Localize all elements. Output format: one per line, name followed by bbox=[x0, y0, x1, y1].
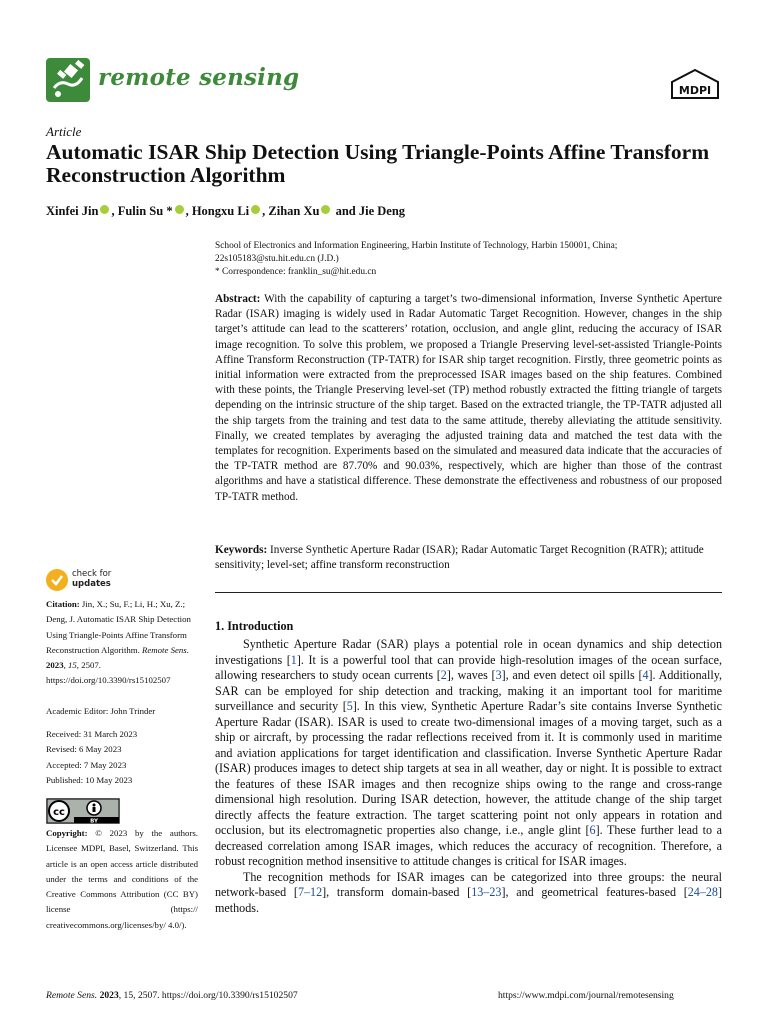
orcid-icon[interactable] bbox=[321, 205, 330, 214]
author-list: Xinfei Jin , Fulin Su * , Hongxu Li , Zihan Xu and Jie Deng bbox=[46, 204, 406, 218]
reference-link[interactable]: 1 bbox=[290, 652, 297, 667]
keywords bbox=[215, 543, 722, 573]
paragraph: Synthetic Aperture Radar (SAR) plays a potential role in ocean dynamics and ship detection investigations [1]. It is a powerful tool that can provide high-resolution images of the ocean surface, allowing researchers to study ocean currents [2], waves [3], and even detect oil spills [4]. Additionally, SAR can be employed for ship detection and tracking, making it an important tool for maritime surveillance and security [5]. In this view, Synthetic Aperture Radar’s site contains Inverse Synthetic Aperture Radar (ISAR). ISAR is used to create two-dimensional images of a moving target, such as a ship or aircraft, by processing the radar reflections received from it. It is commonly used in maritime and aviation applications for target identification and classification. Inverse Synthetic Aperture Radar (ISAR) produces images to detect ship targets at sea in all weather, day or night. It is possible to extract the features of these ISAR images and then recognize ships owing to the range and cross-range dimensional high resolution. During ISAR detection, however, the attitude change of the ship target directly affects the feature extraction. The target scattering point not only appears in rotation and occlusion, but its electromagnetic properties also change, i.e., angle glint [6]. These further lead to a decreased correlation among ISAR images, which reduces the accuracy of recognition. Therefore, a robust recognition method insensitive to attitude changes is critical for ISAR images. bbox=[215, 637, 723, 868]
received-date: Received: 31 March 2023 bbox=[46, 729, 138, 739]
orcid-icon[interactable] bbox=[251, 205, 260, 214]
academic-editor: Academic Editor: John Trinder bbox=[46, 706, 156, 716]
revised-date: Revised: 6 May 2023 bbox=[46, 744, 122, 755]
accepted-date: Accepted: 7 May 2023 bbox=[46, 759, 127, 770]
mdpi-logo-icon bbox=[668, 68, 722, 104]
section-heading: 1. Introduction bbox=[215, 619, 294, 633]
author-name[interactable]: Xinfei Jin bbox=[46, 204, 99, 218]
reference-link[interactable]: 24–28 bbox=[687, 885, 718, 899]
copyright-block: Copyright: © 2023 by the authors. Licensee MDPI, Basel, Switzerland. This article is an open access article distributed under the terms and conditions of the Creative Commons Attribution (CC BY) license (https:// creativecommons.org/licenses/by/ 4.0/). bbox=[46, 828, 199, 930]
abstract-text: With the capability of capturing a target’s two-dimensional information, Inverse Synthetic Aperture Radar (ISAR) imaging is widely used in Radar Automatic Target Recognition. However, changes in the ship target’s attitude can lead to the scatterers’ rotation, occlusion, and angle glint, reducing the accuracy of ISAR image recognition. To solve this problem, we proposed a Triangle Preserving level-set-assisted Triangle-Points Affine Transform Reconstruction (TP-TATR) for ISAR ship target recognition. Firstly, three geometric points as initial information were extracted from the preprocessed ISAR images based on the ship features. Combined with these points, the Triangle Preserving level-set (TP) method robustly extracted the fitting triangle of targets depending on the intrinsic structure of the ship target. Based on the extracted triangle, the TP-TATR adjusted all the ship targets from the training and test data to the same attitude, thereby alleviating the attitude sensitivity. Finally, we created templates by averaging the adjusted training data and matched the test data with the templates for recognition. Experiments based on the simulated and measured data indicate that the accuracies of the TP-TATR method are 87.70% and 90.03%, respectively, which are higher than those of the contrast algorithms and have a statistical difference. These demonstrate the effectiveness and robustness of our proposed TP-TATR method. bbox=[215, 293, 722, 503]
svg-text:cc: cc bbox=[53, 807, 65, 818]
footer-journal-url[interactable]: https://www.mdpi.com/journal/remotesensing bbox=[498, 990, 674, 1001]
article-type: Article bbox=[46, 124, 82, 139]
check-for-updates-button[interactable]: check for updates bbox=[46, 569, 136, 593]
reference-link[interactable]: 4 bbox=[642, 668, 649, 682]
author-name[interactable]: Fulin Su * bbox=[117, 204, 173, 218]
affiliation-line: School of Electronics and Information Engineering, Harbin Institute of Technology, Harbin 150001, China; bbox=[215, 241, 618, 251]
affiliation-email: 22s105183@stu.hit.edu.cn (J.D.) bbox=[215, 254, 339, 264]
cc-by-license-icon[interactable] bbox=[46, 798, 120, 824]
dates-block bbox=[46, 727, 198, 788]
reference-link[interactable]: 13–23 bbox=[471, 885, 502, 899]
journal-name: remote sensing bbox=[98, 64, 300, 91]
footer-citation: Remote Sens. 2023, 15, 2507. https://doi.org/10.3390/rs15102507 bbox=[46, 990, 298, 1001]
keywords-text: Inverse Synthetic Aperture Radar (ISAR); Radar Automatic Target Recognition (RATR); attitude sensitivity; level-set; affine transform reconstruction bbox=[215, 544, 704, 572]
citation-block: Citation: Jin, X.; Su, F.; Li, H.; Xu, Z.; Deng, J. Automatic ISAR Ship Detection Using Triangle-Points Affine Transform Reconstruction Algorithm. Remote Sens. 2023, 15, 2507. https://doi.org/10.3390/rs15102507 bbox=[46, 599, 191, 686]
journal-header bbox=[46, 58, 346, 108]
check-mark-icon bbox=[46, 569, 68, 591]
abstract-label: Abstract: bbox=[215, 293, 261, 305]
affiliation-block bbox=[215, 240, 725, 279]
published-date: Published: 10 May 2023 bbox=[46, 774, 133, 785]
paragraph: The recognition methods for ISAR images can be categorized into three groups: the neural network-based [7–12], transform domain-based [13–23], and geometrical features-based [24–28] methods. bbox=[215, 869, 722, 915]
author-name[interactable]: Zihan Xu bbox=[268, 204, 320, 218]
author-name[interactable]: Jie Deng bbox=[358, 204, 406, 218]
reference-link[interactable]: 7–12 bbox=[297, 885, 323, 899]
orcid-icon[interactable] bbox=[100, 205, 109, 214]
abstract bbox=[215, 292, 722, 505]
divider bbox=[215, 592, 722, 593]
reference-link[interactable]: 5 bbox=[346, 699, 353, 713]
correspondence: * Correspondence: franklin_su@hit.edu.cn bbox=[215, 267, 377, 277]
reference-link[interactable]: 2 bbox=[440, 668, 447, 682]
author-name[interactable]: Hongxu Li bbox=[191, 204, 250, 218]
satellite-logo-icon bbox=[46, 58, 90, 102]
reference-link[interactable]: 3 bbox=[495, 668, 502, 682]
introduction-body bbox=[215, 637, 722, 916]
publisher-name: MDPI bbox=[678, 84, 712, 97]
svg-text:BY: BY bbox=[90, 818, 98, 824]
reference-link[interactable]: 6 bbox=[589, 823, 596, 837]
paper-title: Automatic ISAR Ship Detection Using Triangle-Points Affine Transform Reconstruction Algorithm bbox=[46, 140, 710, 187]
keywords-label: Keywords: bbox=[215, 544, 268, 556]
citation-doi-link[interactable]: 2507. https://doi.org/10.3390/rs15102507 bbox=[46, 660, 171, 686]
orcid-icon[interactable] bbox=[175, 205, 184, 214]
